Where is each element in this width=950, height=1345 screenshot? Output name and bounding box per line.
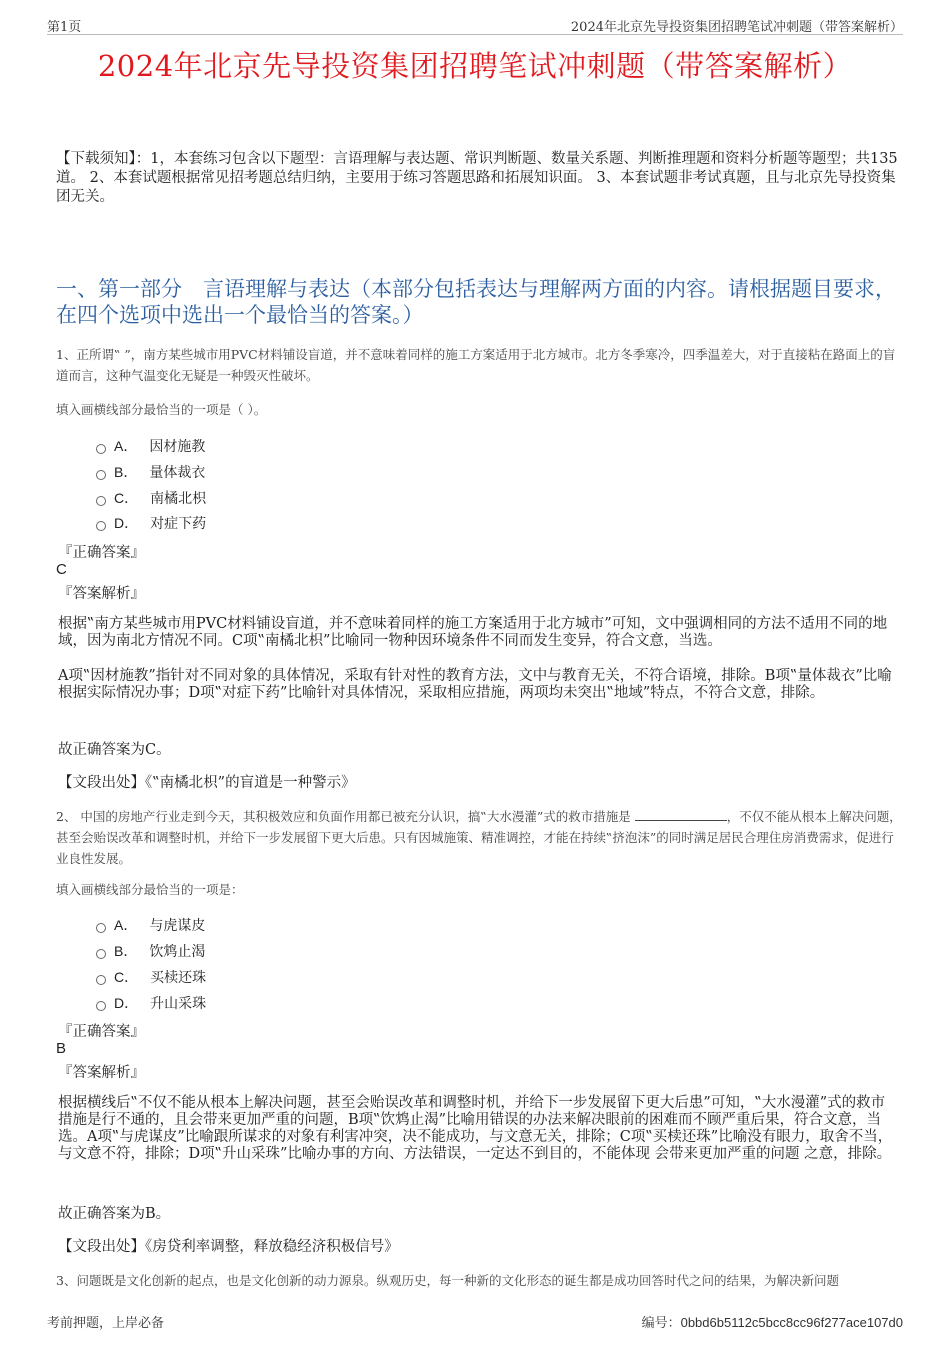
passage-source: 【文段出处】《房贷利率调整，释放稳经济积极信号》 <box>58 1239 399 1255</box>
analysis-paragraph: A项‟因材施教”指针对不同对象的具体情况，采取有针对性的教育方法，文中与教育无关，不符合语境，排除。B项‟量体裁衣”比喻根据实际情况办事；D项‟对症下药”比喻针对具体情况，采取相应措施，两项均未突出‟地域”特点，不符合文意，排除。 <box>58 668 892 701</box>
analysis-paragraph: 根据‟南方某些城市用PVC材料铺设盲道，并不意味着同样的施工方案适用于北方城市”可知，文中强调相同的方法不适用不同的地域，因为南北方情况不同。C项‟南橘北枳”比喻同一物种因环境条件不同而发生变异，符合文意，当选。 <box>58 616 888 649</box>
question-2-text: 2、 中国的房地产行业走到今天，其积极效应和负面作用都已被充分认识，搞‟大水漫灌”式的救市措施是 ，不仅不能从根本上解决问题，甚至会贻误改革和调整时机，并给下一步发展留下更大后患。只有因城施策、精准调控，才能在持续‟挤泡沫”的同时满足居民合理住房消费需求，促进行业良性发展。 <box>56 809 902 866</box>
correct-answer: C <box>56 561 67 578</box>
answer-blank <box>635 810 727 821</box>
question-1-text: 1、正所谓‟ ”，南方某些城市用PVC材料铺设盲道，并不意味着同样的施工方案适用于北方城市。北方冬季寒冷，四季温差大，对于直接粘在路面上的盲道而言，这种气温变化无疑是一种毁灭性破坏。 <box>56 347 896 383</box>
question-1-prompt: 填入画横线部分最恰当的一项是（ ）。 <box>56 402 267 417</box>
question-2-option-c[interactable]: C． 买椟还珠 <box>96 967 206 987</box>
question-1-option-d[interactable]: D． 对症下药 <box>96 513 206 533</box>
page-number: 第1页 <box>47 20 82 35</box>
question-1-option-c[interactable]: C． 南橘北枳 <box>96 488 206 508</box>
passage-source: 【文段出处】《‟南橘北枳”的盲道是一种警示》 <box>58 775 356 791</box>
correct-answer: B <box>56 1040 67 1057</box>
document-code: 编号：0bbd6b5112c5bcc8cc96f277ace107d0 <box>641 1315 903 1331</box>
question-2-option-d[interactable]: D． 升山采珠 <box>96 993 206 1013</box>
radio-icon[interactable] <box>96 1001 106 1011</box>
radio-icon[interactable] <box>96 470 106 480</box>
radio-icon[interactable] <box>96 975 106 985</box>
question-1-option-a[interactable]: A． 因材施教 <box>96 436 205 456</box>
radio-icon[interactable] <box>96 923 106 933</box>
answer-label: 『正确答案』 <box>58 545 145 561</box>
answer-conclusion: 故正确答案为C。 <box>58 742 171 758</box>
radio-icon[interactable] <box>96 444 106 454</box>
analysis-label: 『答案解析』 <box>58 1065 145 1081</box>
radio-icon[interactable] <box>96 496 106 506</box>
section-heading: 一、第一部分 言语理解与表达（本部分包括表达与理解两方面的内容。请根据题目要求，在四个选项中选出一个最恰当的答案。） <box>56 277 896 327</box>
document-title: 2024年北京先导投资集团招聘笔试冲刺题（带答案解析） <box>97 49 853 83</box>
page-header <box>47 14 903 35</box>
answer-conclusion: 故正确答案为B。 <box>58 1206 171 1222</box>
answer-label: 『正确答案』 <box>58 1024 145 1040</box>
question-2-prompt: 填入画横线部分最恰当的一项是： <box>56 882 244 897</box>
question-1-option-b[interactable]: B． 量体裁衣 <box>96 462 205 482</box>
question-3-text: 3、问题既是文化创新的起点，也是文化创新的动力源泉。纵观历史，每一种新的文化形态的诞生都是成功回答时代之问的结果，为解决新问题 <box>56 1273 839 1288</box>
download-notice: 【下载须知】：1，本套练习包含以下题型：言语理解与表达题、常识判断题、数量关系题、判断推理题和资料分析题等题型；共135道。 2、本套试题根据常见招考题总结归纳，主要用于练习答题思路和拓展知识面。 3、本套试题非考试真题，且与北京先导投资集团无关。 <box>56 151 898 205</box>
analysis-paragraph: 根据横线后‟不仅不能从根本上解决问题，甚至会贻误改革和调整时机，并给下一步发展留下更大后患”可知，‟大水漫灌”式的救市措施是行不通的，且会带来更加严重的问题，B项‟饮鸩止渴”比喻用错误的办法来解决眼前的困难而不顾严重后果，符合文意，当选。A项‟与虎谋皮”比喻跟所谋求的对象有利害冲突，决不能成功，与文意无关，排除；C项‟买椟还珠”比喻没有眼力，取舍不当，与文意不符，排除；D项‟升山采珠”比喻办事的方向、方法错误，一定达不到目的，不能体现 会带来更加严重的问题 之意，排除。 <box>58 1095 893 1162</box>
header-doc-title: 2024年北京先导投资集团招聘笔试冲刺题（带答案解析） <box>570 20 903 35</box>
question-2-option-b[interactable]: B． 饮鸩止渴 <box>96 941 205 961</box>
analysis-label: 『答案解析』 <box>58 586 145 602</box>
radio-icon[interactable] <box>96 949 106 959</box>
question-2-option-a[interactable]: A． 与虎谋皮 <box>96 915 205 935</box>
footer-slogan: 考前押题，上岸必备 <box>47 1316 165 1331</box>
radio-icon[interactable] <box>96 521 106 531</box>
